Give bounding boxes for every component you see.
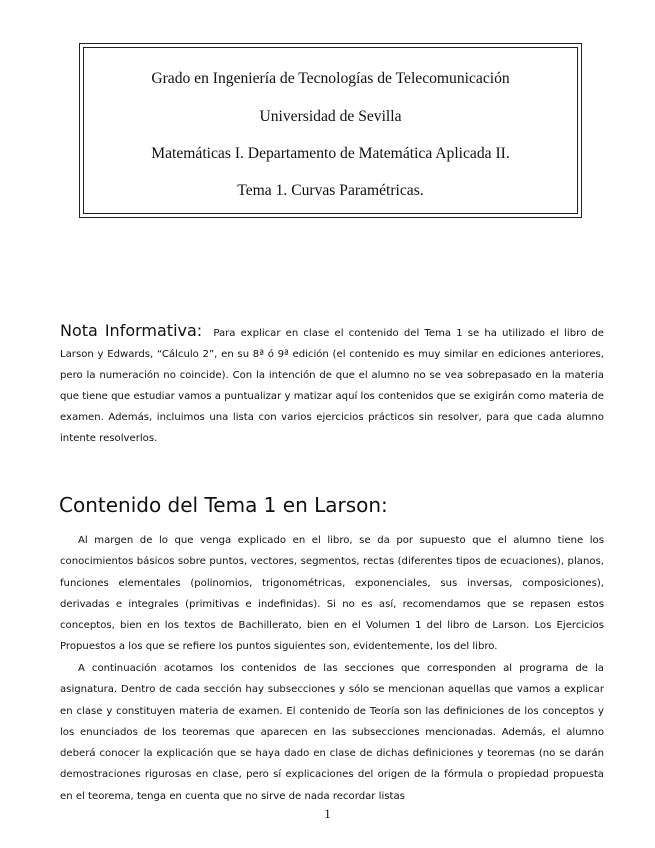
topic-title: Tema 1. Curvas Paramétricas. — [237, 182, 424, 199]
section-paragraph-1: Al margen de lo que venga explicado en el libro, se da por supuesto que el alumno tiene los conocimientos básicos sobre puntos, vectores, segmentos, rectas (diferentes tipos de ecuaciones), planos, funciones elementales (polinomios, trigonométricas, exponenciales, sus inversas, composiciones), derivadas e integrales (primitivas e indefinidas). Si no es así, recomendamos que se repasen estos conceptos, bien en los textos de Bachillerato, bien en el Volumen 1 del libro de Larson. Los Ejercicios Propuestos a los que se refiere los puntos siguientes son, evidentemente, los del libro. — [60, 535, 604, 653]
course-department: Matemáticas I. Departamento de Matemática Aplicada II. — [151, 145, 510, 162]
informative-note — [60, 320, 604, 449]
title-box-inner — [83, 47, 578, 214]
university-name: Universidad de Sevilla — [259, 108, 402, 125]
section-paragraph-2: A continuación acotamos los contenidos de las secciones que corresponden al programa de la asignatura. Dentro de cada sección hay subsecciones y sólo se mencionan aquellas que vamos a explicar en clase y constituyen materia de examen. El contenido de Teoría son las definiciones de los conceptos y los enunciados de los teoremas que aparecen en las subsecciones mencionadas. Además, el alumno deberá conocer la explicación que se haya dado en clase de dichas definiciones y teoremas (no se darán demostraciones rigurosas en clase, pero sí explicaciones del origen de la fórmula o propiedad propuesta en el teorema, tenga en cuenta que no sirve de nada recordar listas — [60, 663, 604, 802]
informative-note-text: Para explicar en clase el contenido del Tema 1 se ha utilizado el libro de Larson y Edwards, “Cálculo 2”, en su 8ª ó 9ª edición (el contenido es muy similar en ediciones anteriores, pero la numeración no coincide). Con la intención de que el alumno no se vea sobrepasado en la materia que tiene que estudiar vamos a puntualizar y matizar aquí los contenidos que se exigirán como materia de examen. Además, incluimos una lista con varios ejercicios prácticos sin resolver, para que cada alumno intente resolverlos. — [60, 328, 604, 444]
informative-note-lead: Nota Informativa: — [60, 321, 203, 340]
section-heading: Contenido del Tema 1 en Larson: — [59, 493, 388, 517]
degree-title: Grado en Ingeniería de Tecnologías de Telecomunicación — [151, 70, 510, 87]
page-number: 1 — [324, 806, 331, 821]
title-box — [79, 43, 582, 218]
